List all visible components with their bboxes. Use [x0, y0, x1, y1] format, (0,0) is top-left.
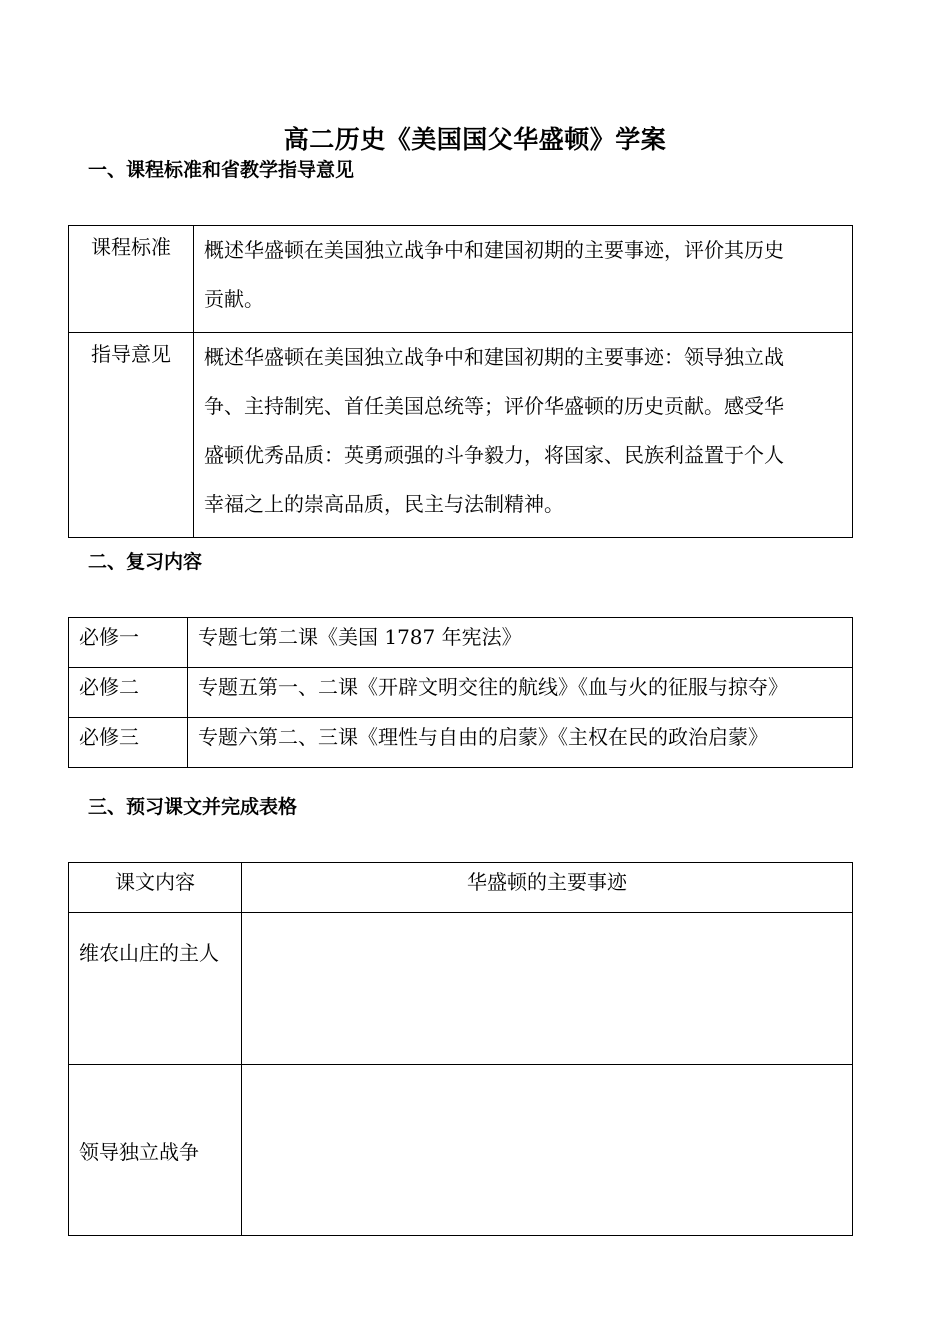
content-line: 贡献。 [204, 287, 264, 311]
answer-cell[interactable] [242, 1065, 853, 1236]
table-row [69, 718, 853, 768]
section-heading-review: 二、复习内容 [88, 551, 203, 573]
answer-cell[interactable] [242, 913, 853, 1065]
table-header-row [69, 863, 853, 913]
table-row [69, 226, 853, 333]
content-line: 盛顿优秀品质：英勇顽强的斗争毅力，将国家、民族利益置于个人 [204, 443, 784, 467]
section-heading-standards: 一、课程标准和省教学指导意见 [88, 159, 355, 181]
row-content: 专题五第一、二课《开辟文明交往的航线》《血与火的征服与掠夺》 [188, 668, 853, 718]
row-content: 专题七第二课《美国 1787 年宪法》 [188, 618, 853, 668]
table-row [69, 1065, 853, 1236]
table-row [69, 913, 853, 1065]
standards-table [68, 225, 853, 538]
row-label: 指导意见 [69, 333, 194, 538]
row-label: 必修三 [69, 718, 188, 768]
column-header: 课文内容 [69, 863, 242, 913]
row-label: 必修二 [69, 668, 188, 718]
table-row [69, 333, 853, 538]
row-content: 专题六第二、三课《理性与自由的启蒙》《主权在民的政治启蒙》 [188, 718, 853, 768]
row-content [194, 226, 853, 333]
row-content [194, 333, 853, 538]
preview-table [68, 862, 853, 1236]
content-line: 概述华盛顿在美国独立战争中和建国初期的主要事迹：领导独立战 [204, 345, 784, 369]
content-line: 争、主持制宪、首任美国总统等；评价华盛顿的历史贡献。感受华 [204, 394, 784, 418]
table-row [69, 618, 853, 668]
section-heading-preview: 三、预习课文并完成表格 [88, 796, 298, 818]
row-label: 领导独立战争 [69, 1065, 242, 1236]
content-line: 概述华盛顿在美国独立战争中和建国初期的主要事迹，评价其历史 [204, 238, 784, 262]
review-table [68, 617, 853, 768]
content-line: 幸福之上的崇高品质，民主与法制精神。 [204, 492, 564, 516]
row-label: 维农山庄的主人 [69, 913, 242, 1065]
column-header: 华盛顿的主要事迹 [242, 863, 853, 913]
row-label: 课程标准 [69, 226, 194, 333]
page-title: 高二历史《美国国父华盛顿》学案 [283, 125, 667, 154]
row-label: 必修一 [69, 618, 188, 668]
table-row [69, 668, 853, 718]
